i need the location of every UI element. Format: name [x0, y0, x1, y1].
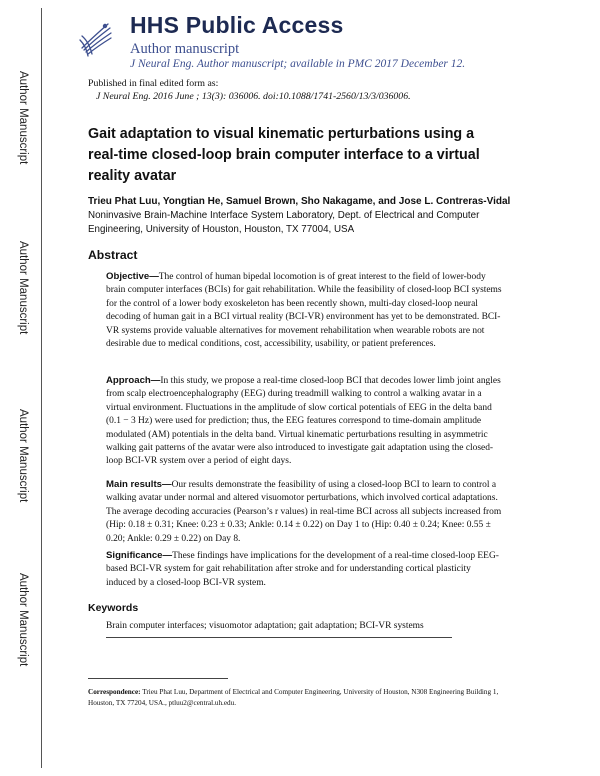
citation — [96, 91, 411, 102]
keywords-list: Brain computer interfaces; visuomotor adaptation; gait adaptation; BCI-VR systems — [106, 621, 424, 631]
header-availability[interactable]: J Neural Eng. Author manuscript; available in PMC 2017 December 12. — [130, 58, 466, 70]
sidebar-label-author-manuscript: Author Manuscript — [17, 573, 29, 667]
abstract-approach — [106, 374, 502, 469]
main-results-label: Main results— — [106, 479, 172, 490]
sidebar-divider — [41, 8, 42, 768]
sidebar-label-author-manuscript: Author Manuscript — [17, 241, 29, 335]
hhs-eagle-logo-icon — [78, 18, 114, 58]
affiliation: Noninvasive Brain-Machine Interface System Laboratory, Dept. of Electrical and Computer Engineering, University of Houston, Houston, TX 77004, USA — [88, 210, 480, 235]
approach-label: Approach— — [106, 375, 161, 386]
significance-label: Significance— — [106, 550, 173, 561]
correspondence-text: Trieu Phat Luu, Department of Electrical and Computer Engineering, University of Houston, N308 Engineering Building 1, Houston, TX 77204, USA., ptluu2@central.uh.edu. — [88, 688, 499, 707]
article-title: Gait adaptation to visual kinematic perturbations using a real-time closed-loop brain computer interface to a virtual reality avatar — [88, 126, 480, 184]
main-results-text: Our results demonstrate the feasibility of using a closed-loop BCI to learn to control a walking avatar under normal and altered visuomotor perturbations, which involved cortical adaptations. The average decoding accuracies (Pearson’s r values) in real-time BCI across all subjects increased from (Hip: 0.18 ± 0.31; Knee: 0.23 ± 0.33; Ankle: 0.14 ± 0.22) on Day 1 to (Hip: 0.40 ± 0.24; Knee: 0.55 ± 0.20; Ankle: 0.29 ± 0.22) on Day 8. — [106, 480, 502, 544]
objective-text: The control of human bipedal locomotion is of great interest to the field of lower-body brain computer interfaces (BCIs) for gait rehabilitation. While the feasibility of closed-loop BCI systems for the control of a lower body exoskeleton has been recently shown, multi-day closed-loop neural decoding of human gait in a BCI virtual reality (BCI-VR) environment has yet to be demonstrated. BCI-VR systems provide valuable alternatives for movement rehabilitation when wearable robots are not desirable due to medical conditions, cost, accessibility, usability, or patient preferences. — [106, 272, 502, 350]
significance-text: These findings have implications for the development of a real-time closed-loop EEG-based BCI-VR system for gait rehabilitation after stroke and for understanding cortical plasticity induced by a closed-loop BCI-VR system. — [106, 551, 499, 588]
abstract-main-results — [106, 478, 502, 546]
correspondence-label: Correspondence: — [88, 688, 141, 696]
abstract-heading: Abstract — [88, 248, 138, 262]
correspondence-footnote — [88, 687, 503, 708]
header-subtitle: Author manuscript — [130, 41, 240, 57]
abstract-significance — [106, 549, 502, 590]
objective-label: Objective— — [106, 271, 159, 282]
header-title: HHS Public Access — [130, 12, 344, 38]
abstract-objective — [106, 270, 502, 351]
author-list: Trieu Phat Luu, Yongtian He, Samuel Brown, Sho Nakagame, and Jose L. Contreras-Vidal — [88, 196, 511, 207]
sidebar-label-author-manuscript: Author Manuscript — [17, 71, 29, 165]
citation-text: J Neural Eng. 2016 June ; 13(3): 036006. doi:10.1088/1741-2560/13/3/036006. — [96, 91, 411, 102]
sidebar-label-author-manuscript: Author Manuscript — [17, 409, 29, 503]
published-label: Published in final edited form as: — [88, 78, 219, 89]
keywords-divider — [106, 637, 452, 638]
keywords-heading: Keywords — [88, 602, 139, 614]
approach-text: In this study, we propose a real-time closed-loop BCI that decodes lower limb joint angles from scalp electroencephalography (EEG) during treadmill walking to control a walking avatar in a virtual environment. Fluctuations in the amplitude of slow cortical potentials of EEG in the delta band (0.1 − 3 Hz) were used for prediction; thus, the EEG features correspond to time-domain amplitude modulated (AM) potentials in the delta band. Virtual kinematic perturbations resulting in asymmetric walking gait patterns of the avatar were also introduced to investigate gait adaptation using the closed-loop BCI-VR system over a period of eight days. — [106, 376, 501, 467]
footnote-divider — [88, 678, 228, 679]
